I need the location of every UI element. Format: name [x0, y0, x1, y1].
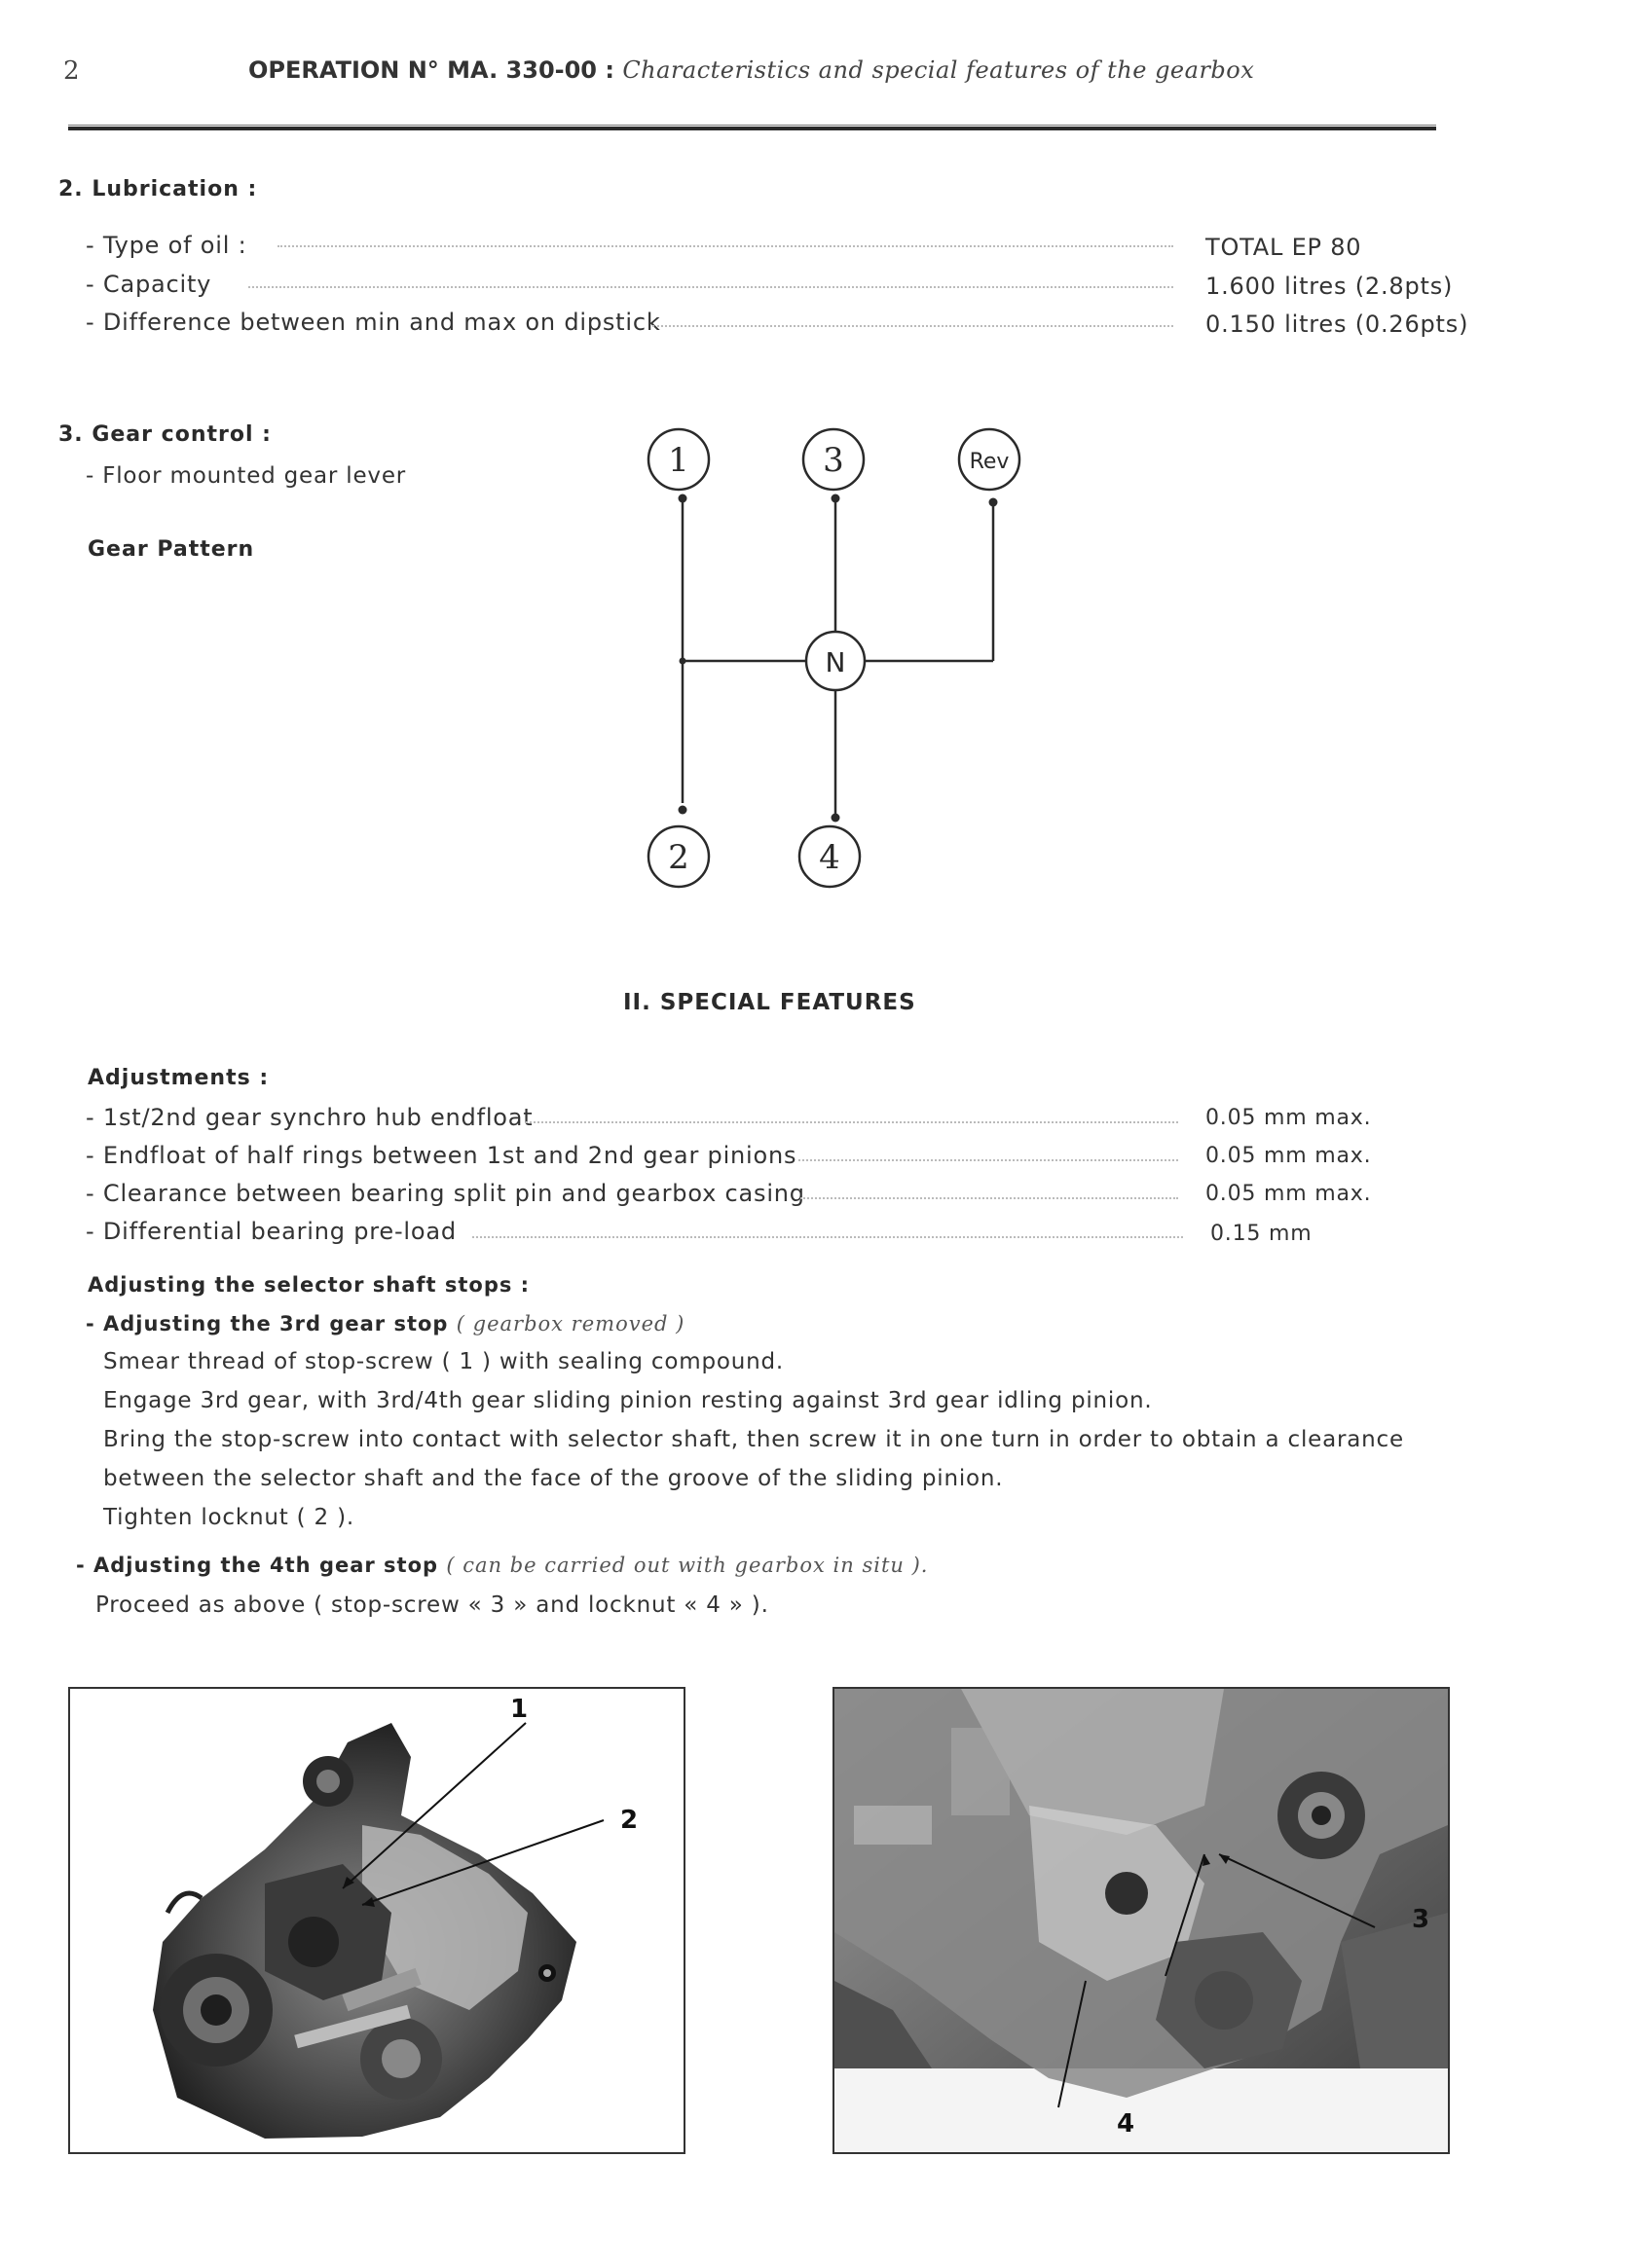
lubrication-item-value: 0.150 litres (0.26pts)	[1205, 311, 1469, 338]
instruction-line: Engage 3rd gear, with 3rd/4th gear sliding pinion resting against 3rd gear idling pinion.	[103, 1388, 1153, 1413]
fourth-gear-stop-note: ( can be carried out with gearbox in situ ).	[446, 1554, 929, 1577]
operation-number: OPERATION N° MA. 330-00 :	[248, 56, 614, 84]
gear-2-label: 2	[668, 838, 689, 877]
gearbox-photo-right	[832, 1687, 1450, 2154]
third-gear-stop-title: - Adjusting the 3rd gear stop ( gearbox removed )	[86, 1312, 685, 1335]
lubrication-item-label: - Difference between min and max on dipstick	[86, 309, 661, 336]
instruction-line: Smear thread of stop-screw ( 1 ) with sealing compound.	[103, 1349, 784, 1374]
lubrication-item-label: - Capacity	[86, 271, 212, 298]
special-features-title: II. SPECIAL FEATURES	[623, 990, 916, 1015]
instruction-line: Bring the stop-screw into contact with selector shaft, then screw it in one turn in order to obtain a clearance	[103, 1427, 1404, 1452]
adjustment-value: 0.05 mm max.	[1205, 1182, 1372, 1206]
neutral-label: N	[825, 646, 846, 678]
instruction-line: Proceed as above ( stop-screw « 3 » and locknut « 4 » ).	[95, 1592, 769, 1618]
floor-lever-text: - Floor mounted gear lever	[86, 463, 407, 489]
lubrication-item-label: - Type of oil :	[86, 232, 247, 259]
gearbox-in-situ-image	[834, 1689, 1448, 2152]
adjustment-value: 0.05 mm max.	[1205, 1144, 1372, 1168]
page-number: 2	[63, 56, 80, 86]
adjustment-label: - 1st/2nd gear synchro hub endfloat	[86, 1104, 534, 1131]
dotted-leader	[526, 1121, 1178, 1123]
gearbox-removed-image	[70, 1689, 684, 2152]
gear-rev-label: Rev	[969, 450, 1010, 474]
lubrication-item-value: TOTAL EP 80	[1205, 234, 1362, 261]
callout-1: 1	[510, 1695, 529, 1724]
header-subtitle: Characteristics and special features of the gearbox	[622, 56, 1255, 84]
third-gear-stop-note: ( gearbox removed )	[456, 1312, 685, 1335]
adjustments-title: Adjustments :	[88, 1066, 270, 1090]
gearbox-photo-left	[68, 1687, 685, 2154]
dotted-leader	[800, 1197, 1178, 1199]
gear-control-title: 3. Gear control :	[58, 422, 272, 447]
dotted-leader	[278, 245, 1173, 247]
adjustment-label: - Differential bearing pre-load	[86, 1218, 457, 1245]
adjustment-label: - Clearance between bearing split pin and gearbox casing	[86, 1180, 805, 1207]
dotted-leader	[472, 1236, 1183, 1238]
dotted-leader	[798, 1159, 1178, 1161]
gear-pattern-diagram	[623, 409, 1052, 896]
instruction-line: between the selector shaft and the face of the groove of the sliding pinion.	[103, 1466, 1004, 1491]
gear-1-label: 1	[668, 441, 689, 480]
gear-pattern-title: Gear Pattern	[88, 537, 255, 562]
callout-2: 2	[620, 1806, 639, 1835]
lubrication-item-value: 1.600 litres (2.8pts)	[1205, 273, 1454, 300]
fourth-gear-stop-title: - Adjusting the 4th gear stop ( can be carried out with gearbox in situ ).	[76, 1554, 929, 1577]
gear-4-label: 4	[819, 838, 840, 877]
page-header	[248, 56, 1254, 84]
lubrication-title: 2. Lubrication :	[58, 177, 258, 201]
header-rule	[68, 127, 1436, 130]
callout-4: 4	[1117, 2109, 1135, 2139]
adjustment-label: - Endfloat of half rings between 1st and 2nd gear pinions	[86, 1142, 797, 1169]
adjustment-value: 0.15 mm	[1210, 1222, 1313, 1246]
selector-stops-title: Adjusting the selector shaft stops :	[88, 1273, 531, 1297]
callout-3: 3	[1412, 1905, 1430, 1934]
instruction-line: Tighten locknut ( 2 ).	[103, 1505, 354, 1530]
gear-3-label: 3	[823, 441, 844, 480]
header-rule-thin	[68, 125, 1436, 126]
dotted-leader	[652, 325, 1173, 327]
adjustment-value: 0.05 mm max.	[1205, 1106, 1372, 1130]
dotted-leader	[248, 286, 1173, 288]
